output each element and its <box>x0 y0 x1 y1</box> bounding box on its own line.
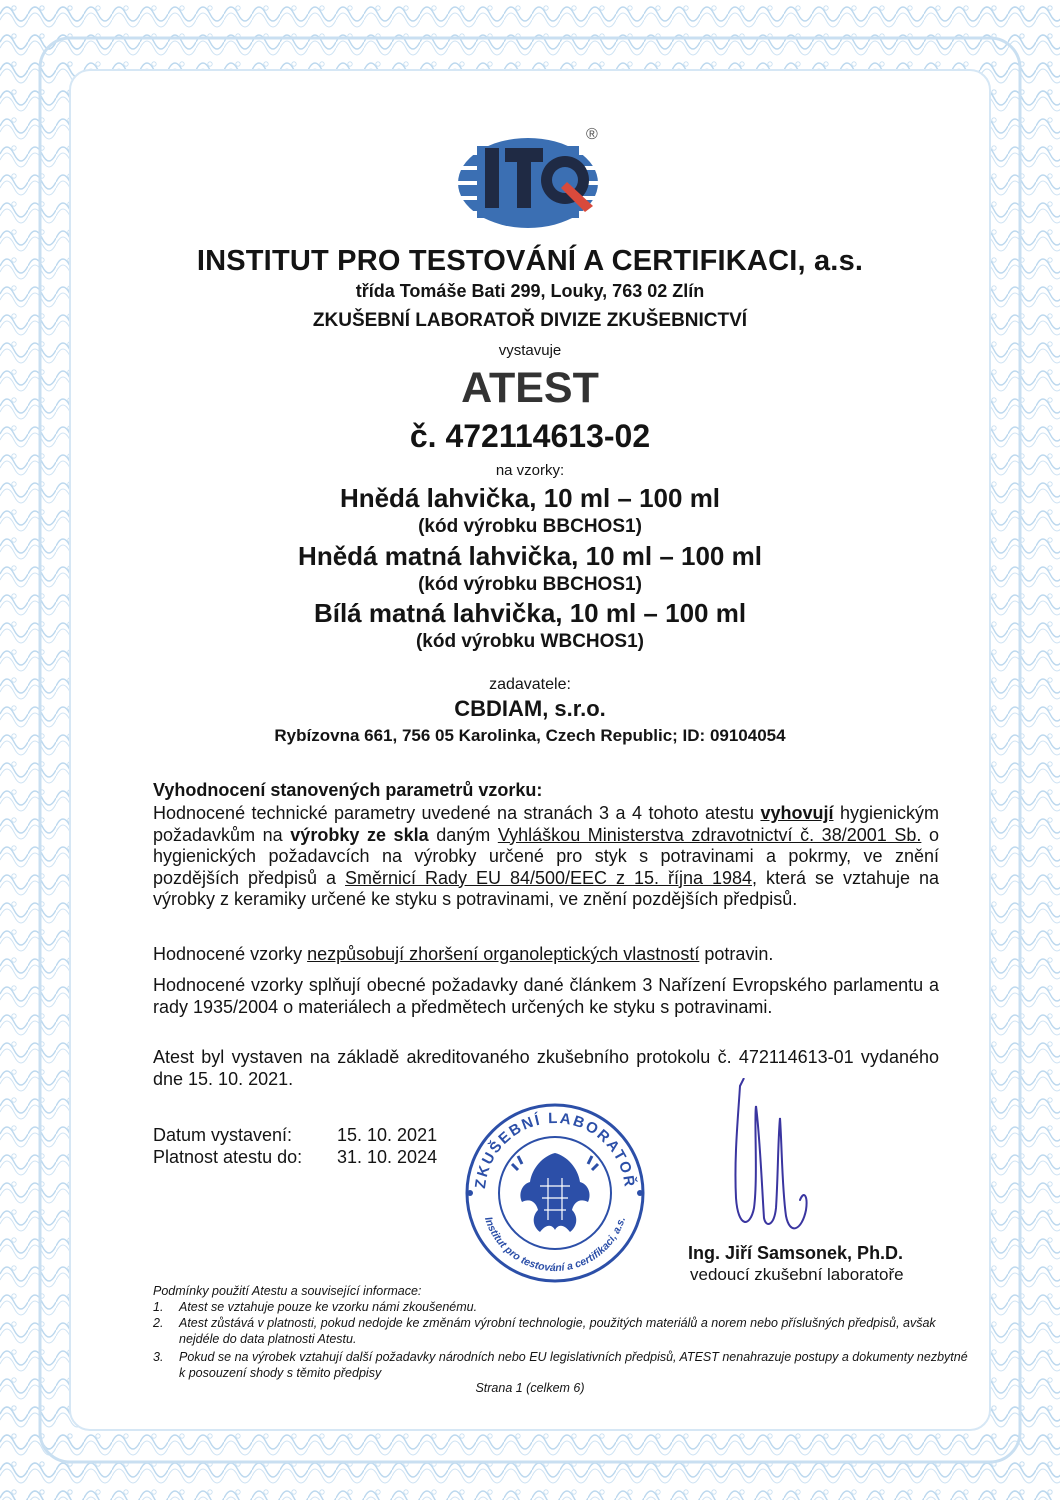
stamp-bottom-text: Institut pro testování a certifikaci, a.s. <box>481 1215 629 1275</box>
evaluation-text: potravin. <box>699 944 774 964</box>
product-code: (kód výrobku WBCHOS1) <box>415 631 645 652</box>
footnote-text: Pokud se na výrobek vztahují další požadavky národních nebo EU legislativních předpisů, ATEST nenahrazuje postupy a dokumenty nezbytné k posouzení shody s těmito předpisy <box>179 1350 968 1380</box>
page-number: Strana 1 (celkem 6) <box>475 1381 585 1395</box>
product-category: výrobky ze skla <box>290 824 429 845</box>
evaluation-text: , která se vztahuje na výrobky z keramiky určené ke styku s potravinami, ve znění pozdějších předpisů. <box>153 867 939 909</box>
laboratory-name: ZKUŠEBNÍ LABORATOŘ DIVIZE ZKUŠEBNICTVÍ <box>312 310 748 331</box>
itc-logo <box>455 128 615 238</box>
document-number: č. 472114613-02 <box>409 418 651 454</box>
document-title: ATEST <box>461 364 599 412</box>
client-label: zadavatele: <box>489 676 571 693</box>
evaluation-text: Hodnocené vzorky <box>153 944 308 964</box>
footnotes-heading: Podmínky použití Atestu a související informace: <box>153 1284 422 1298</box>
signature <box>720 1078 830 1243</box>
validity-date-label: Platnost atestu do: <box>153 1147 303 1167</box>
laboratory-stamp <box>460 1098 650 1288</box>
directive-reference: Směrnicí Rady EU 84/500/EEC z 15. října 1984 <box>345 867 753 888</box>
issue-date-label: Datum vystavení: <box>153 1125 293 1145</box>
issues-label: vystavuje <box>498 342 562 359</box>
evaluation-paragraph-3: Hodnocené vzorky splňují obecné požadavky dané článkem 3 Nařízení Evropského parlamentu a rady 1935/2004 o materiálech a předmětech určených ke styku s potravinami. <box>153 975 939 1017</box>
stamp-top-text: ZKUŠEBNÍ LABORATOŘ <box>472 1109 639 1190</box>
regulation-reference: Vyhláškou Ministerstva zdravotnictví č. 38/2001 Sb. <box>497 824 922 845</box>
institute-name: INSTITUT PRO TESTOVÁNÍ A CERTIFIKACI, a.s. <box>196 245 864 277</box>
product-name: Hnědá matná lahvička, 10 ml – 100 ml <box>298 541 762 571</box>
validity-date-value: 31. 10. 2024 <box>337 1147 438 1167</box>
signatory-name: Ing. Jiří Samsonek, Ph.D. <box>688 1243 904 1263</box>
registered-mark: ® <box>586 126 598 143</box>
evaluation-text: Hodnocené technické parametry uvedené na stranách 3 a 4 tohoto atestu <box>153 803 761 823</box>
evaluation-heading: Vyhodnocení stanovených parametrů vzorku: <box>153 780 543 800</box>
footnote-item <box>153 1315 968 1347</box>
globe-icon <box>455 128 615 238</box>
client-address: Rybízovna 661, 756 05 Karolinka, Czech Republic; ID: 09104054 <box>274 726 786 745</box>
footnote-number: 1. <box>153 1300 164 1314</box>
evaluation-text: o hygienických požadavcích na výrobky určené pro styk s potravinami a pokrmy, ve znění pozdějších předpisů a <box>153 824 939 888</box>
client-name: CBDIAM, s.r.o. <box>454 696 606 721</box>
product-name: Hnědá lahvička, 10 ml – 100 ml <box>339 483 721 513</box>
footnote-item <box>153 1299 968 1315</box>
footnote-text: Atest zůstává v platnosti, pokud nedojde ke změnám výrobní technologie, použitých materiálů a norem nebo příslušných předpisů, avšak nejdéle do data platnosti Atestu. <box>179 1316 936 1346</box>
product-code: (kód výrobku BBCHOS1) <box>418 574 642 595</box>
footnote-number: 2. <box>153 1316 164 1330</box>
evaluation-paragraph-1 <box>153 803 939 911</box>
footnote-text: Atest se vztahuje pouze ke vzorku námi zkoušenému. <box>179 1300 478 1314</box>
evaluation-paragraph-2 <box>153 944 939 966</box>
evaluation-text: daným <box>428 824 498 845</box>
evaluation-text: hygienickým požadavkům na <box>153 803 939 845</box>
product-code: (kód výrobku BBCHOS1) <box>418 516 642 537</box>
footnote-item <box>153 1349 968 1381</box>
product-name: Bílá matná lahvička, 10 ml – 100 ml <box>313 598 747 628</box>
czech-eagle-icon <box>512 1153 598 1232</box>
issue-date-value: 15. 10. 2021 <box>337 1125 438 1145</box>
compliance-verdict: vyhovují <box>760 803 834 823</box>
footnote-number: 3. <box>153 1350 164 1364</box>
signatory-role: vedoucí zkušební laboratoře <box>690 1265 904 1284</box>
samples-label: na vzorky: <box>495 462 565 479</box>
organoleptic-statement: nezpůsobují zhoršení organoleptických vlastností <box>307 944 700 964</box>
institute-address: třída Tomáše Bati 299, Louky, 763 02 Zlín <box>355 281 705 301</box>
evaluation-paragraph-4: Atest byl vystaven na základě akreditovaného zkušebního protokolu č. 472114613-01 vydaného dne 15. 10. 2021. <box>153 1047 939 1089</box>
